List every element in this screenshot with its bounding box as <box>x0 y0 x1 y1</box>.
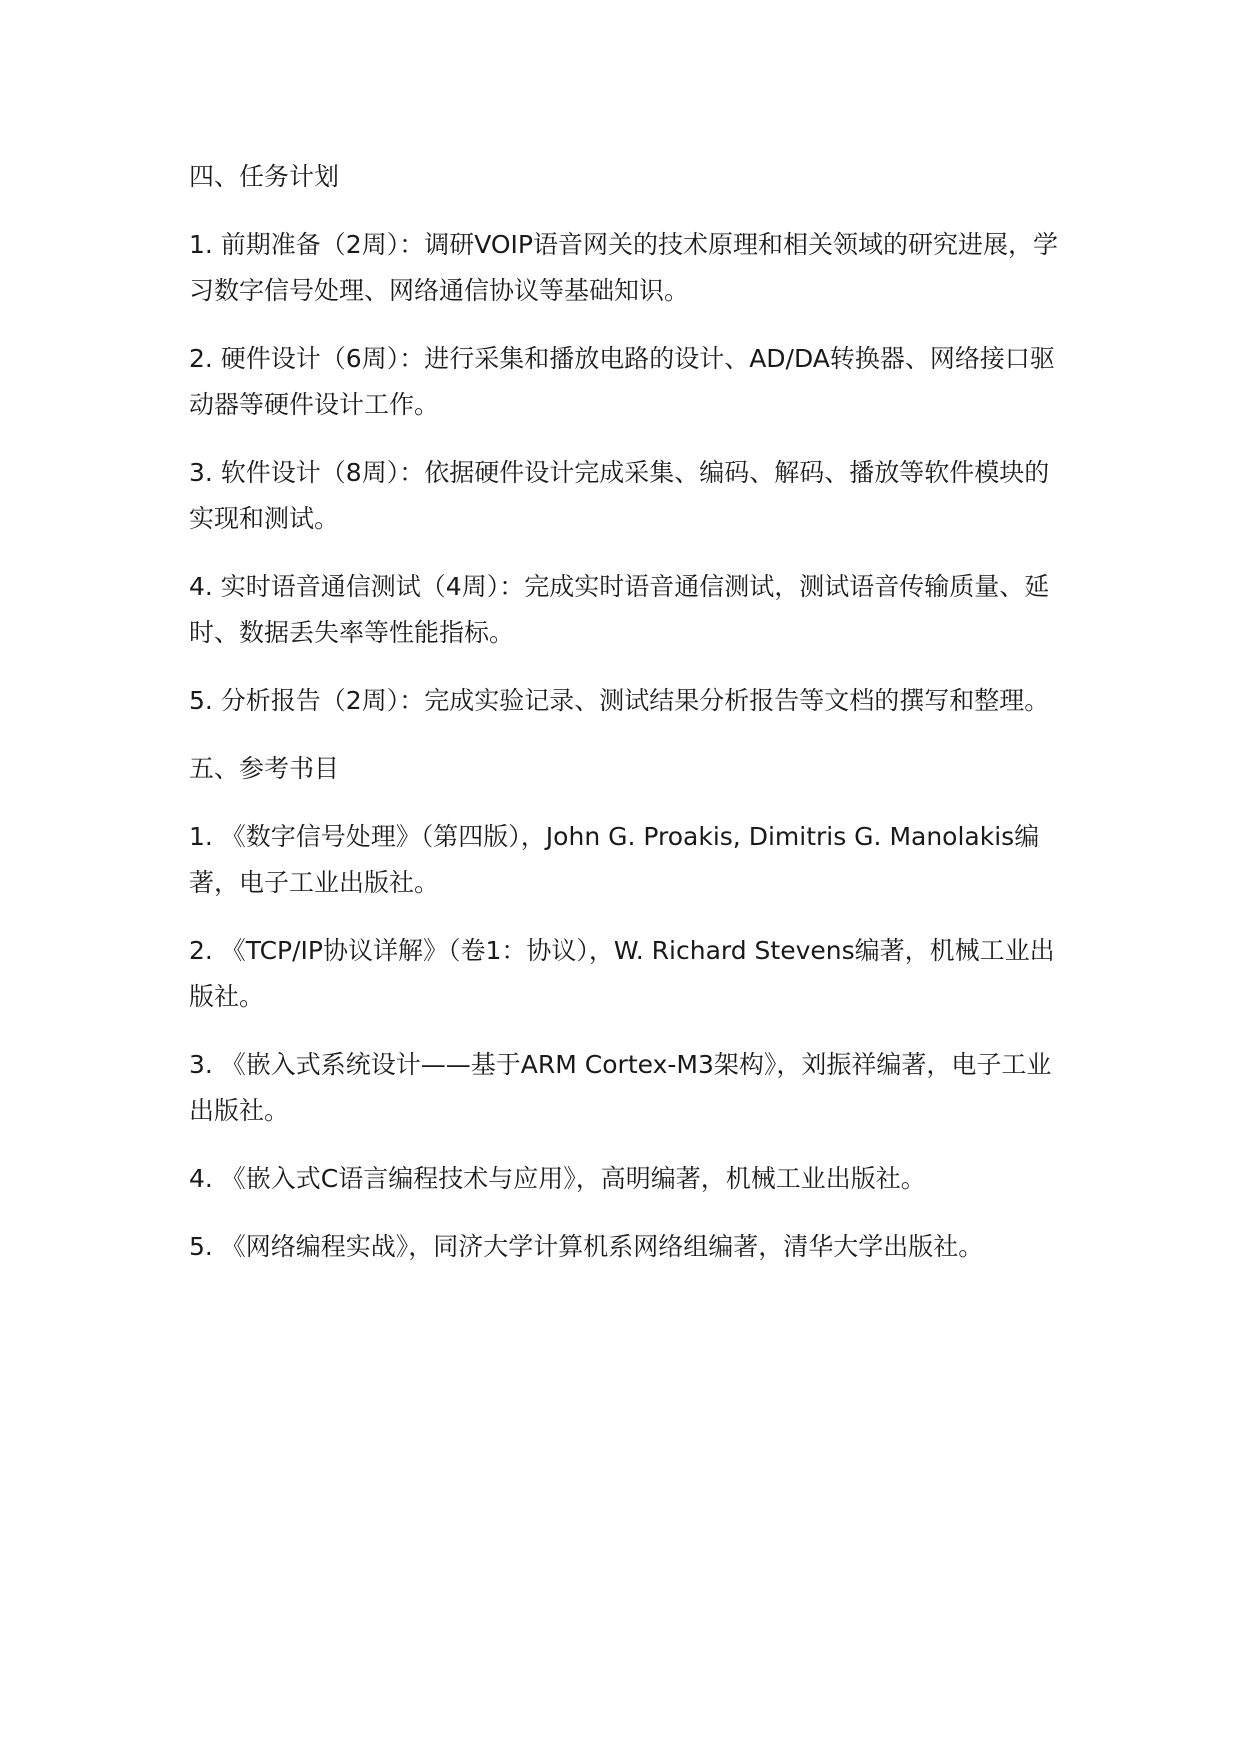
reference-item: 2. 《TCP/IP协议详解》（卷1：协议），W. Richard Stevens编著，机械工业出版社。 <box>189 936 1055 1011</box>
reference-item: 1. 《数字信号处理》（第四版），John G. Proakis, Dimitris G. Manolakis编著，电子工业出版社。 <box>189 822 1040 897</box>
task-plan-item: 1. 前期准备（2周）：调研VOIP语音网关的技术原理和相关领域的研究进展，学习数字信号处理、网络通信协议等基础知识。 <box>189 230 1058 305</box>
page-content <box>189 154 1069 1292</box>
reference-item: 5. 《网络编程实战》，同济大学计算机系网络组编著，清华大学出版社。 <box>189 1232 984 1261</box>
reference-item: 3. 《嵌入式系统设计——基于ARM Cortex-M3架构》，刘振祥编著，电子工业出版社。 <box>189 1050 1052 1125</box>
section-heading-task-plan: 四、任务计划 <box>189 162 340 191</box>
task-plan-item: 4. 实时语音通信测试（4周）：完成实时语音通信测试，测试语音传输质量、延时、数据丢失率等性能指标。 <box>189 572 1050 647</box>
task-plan-item: 2. 硬件设计（6周）：进行采集和播放电路的设计、AD/DA转换器、网络接口驱动器等硬件设计工作。 <box>189 344 1055 419</box>
reference-item: 4. 《嵌入式C语言编程技术与应用》，高明编著，机械工业出版社。 <box>189 1164 926 1193</box>
section-heading-references: 五、参考书目 <box>189 754 340 783</box>
task-plan-item: 3. 软件设计（8周）：依据硬件设计完成采集、编码、解码、播放等软件模块的实现和测试。 <box>189 458 1050 533</box>
task-plan-item: 5. 分析报告（2周）：完成实验记录、测试结果分析报告等文档的撰写和整理。 <box>189 686 1050 715</box>
